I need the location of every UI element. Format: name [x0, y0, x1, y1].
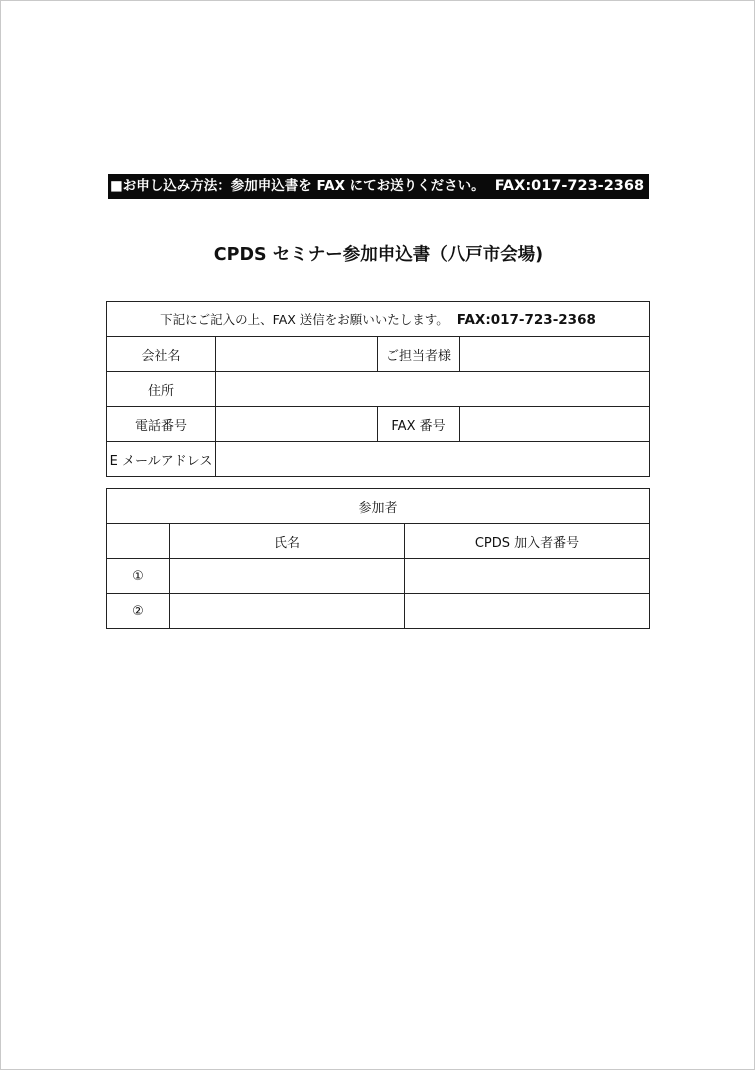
participant-name-field[interactable]	[170, 559, 405, 594]
participants-header-row	[107, 489, 650, 524]
table-row	[107, 559, 650, 594]
address-field[interactable]	[216, 372, 650, 407]
banner-fax-number: FAX:017-723-2368	[494, 178, 645, 194]
table-row	[107, 594, 650, 629]
participant-cpds-number-field[interactable]	[405, 594, 650, 629]
email-field[interactable]	[216, 442, 650, 477]
notice-row	[107, 302, 650, 337]
notice-text: 下記にご記入の上、FAX 送信をお願いいたします。	[160, 312, 449, 327]
name-column-header: 氏名	[170, 524, 405, 559]
applicant-info-table	[106, 301, 650, 477]
participants-table	[106, 488, 650, 629]
row-number: ①	[107, 559, 170, 594]
participants-header: 参加者	[107, 489, 650, 524]
phone-field[interactable]	[216, 407, 378, 442]
company-row	[107, 337, 650, 372]
fax-field[interactable]	[460, 407, 650, 442]
contact-label: ご担当者様	[378, 337, 460, 372]
address-label: 住所	[107, 372, 216, 407]
fax-label: FAX 番号	[378, 407, 460, 442]
participant-cpds-number-field[interactable]	[405, 559, 650, 594]
email-row	[107, 442, 650, 477]
participant-name-field[interactable]	[170, 594, 405, 629]
page-title: CPDS セミナー参加申込書（八戸市会場)	[213, 245, 544, 265]
banner-text: ■お申し込み方法：参加申込書を FAX にてお送りください。	[110, 178, 485, 194]
notice-fax-number: FAX:017-723-2368	[456, 312, 596, 328]
participants-column-header-row	[107, 524, 650, 559]
cpds-number-column-header: CPDS 加入者番号	[405, 524, 650, 559]
company-field[interactable]	[216, 337, 378, 372]
phone-row	[107, 407, 650, 442]
phone-label: 電話番号	[107, 407, 216, 442]
address-row	[107, 372, 650, 407]
email-label: E メールアドレス	[107, 442, 216, 477]
notice-cell	[107, 302, 650, 337]
company-label: 会社名	[107, 337, 216, 372]
number-column-header	[107, 524, 170, 559]
row-number: ②	[107, 594, 170, 629]
contact-field[interactable]	[460, 337, 650, 372]
application-method-banner	[108, 174, 649, 199]
